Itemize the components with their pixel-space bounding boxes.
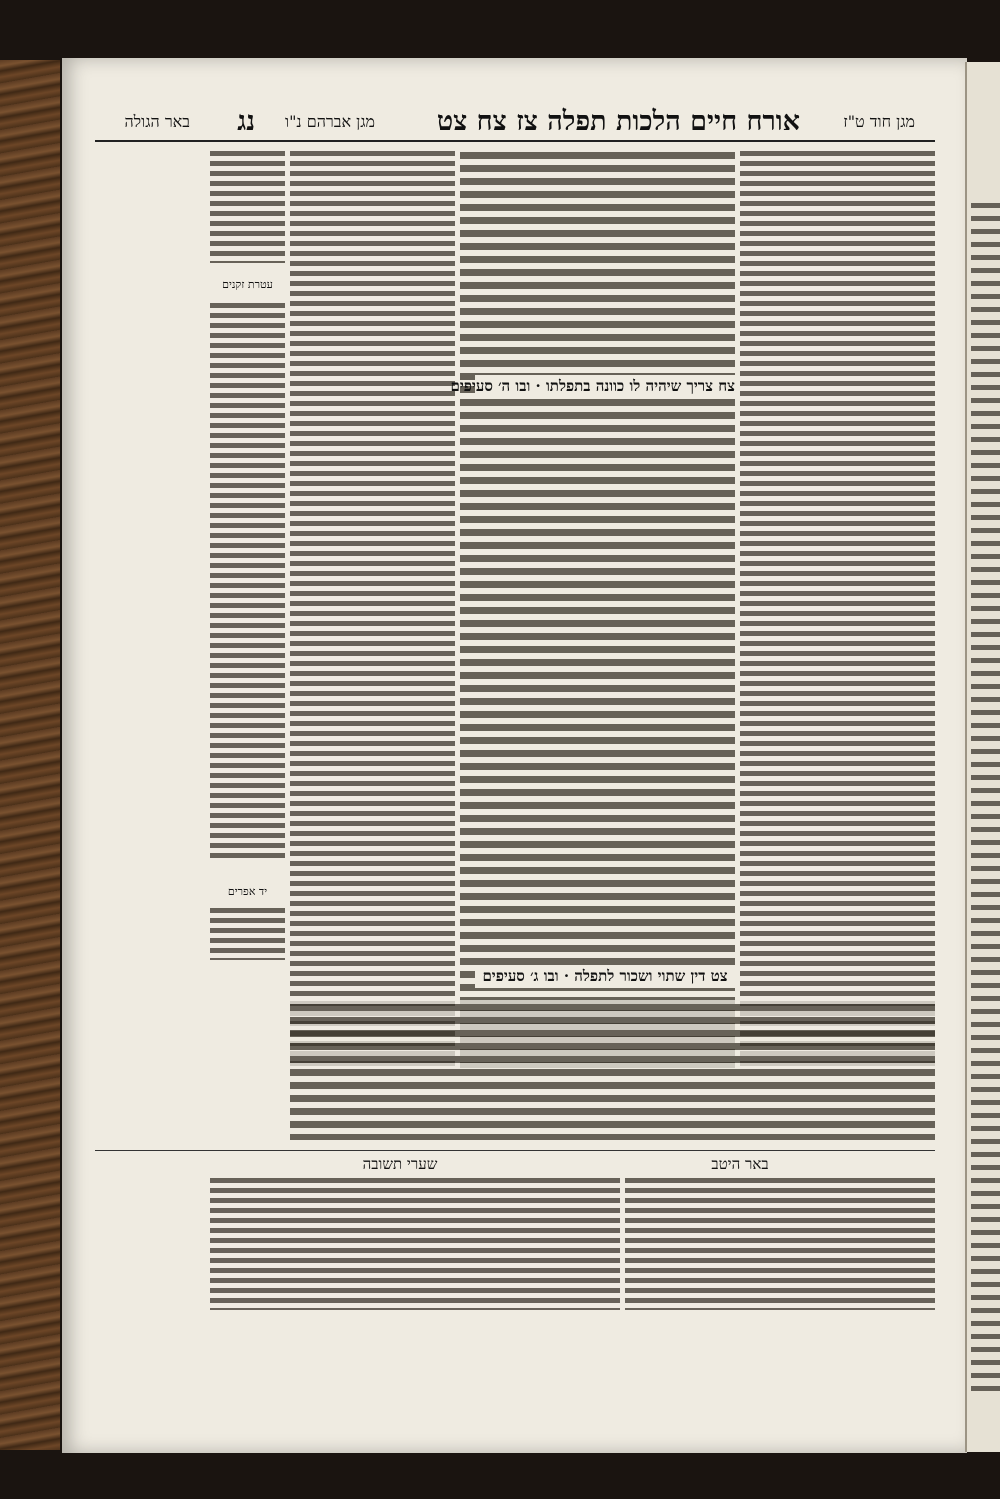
beer-heitev-text <box>625 1175 935 1310</box>
magen-avraham-column <box>290 148 455 1068</box>
main-text-bottom <box>290 1000 935 1140</box>
header-magen-avraham: מגן אברהם נ"ו <box>284 112 375 131</box>
beer-hagolah-column <box>210 148 285 263</box>
book-binding <box>0 60 60 1450</box>
yad-efraim-column <box>210 905 285 960</box>
main-text-column <box>460 148 735 1068</box>
header-magen-hod: מגן חוד ט"ז <box>843 112 915 131</box>
siman-98-heading: צח צריך שיהיה לו כוונה בתפלתו · ובו ה׳ סעיפים <box>475 375 735 398</box>
facing-page <box>967 58 1000 1453</box>
shaarei-teshuvah-text <box>210 1175 620 1310</box>
divider-line <box>95 1150 935 1151</box>
beer-heitev-title: באר היטב <box>680 1155 800 1174</box>
shaarei-teshuvah-title: שערי תשובה <box>330 1155 470 1174</box>
page-number: נג <box>237 106 255 137</box>
yad-efraim-title: יד אפרים <box>215 885 280 898</box>
ateret-zkenim-title: עטרת זקנים <box>215 278 280 291</box>
siman-99-heading: צט דין שתוי ושכור לתפלה · ובו ג׳ סעיפים <box>475 965 735 988</box>
taz-column <box>740 148 935 1068</box>
page-header <box>95 100 935 142</box>
header-title: אורח חיים הלכות תפלה צז צח צט <box>436 106 800 137</box>
header-beer-hagolah: באר הגולה <box>124 112 190 131</box>
ateret-zkenim-column <box>210 300 285 860</box>
